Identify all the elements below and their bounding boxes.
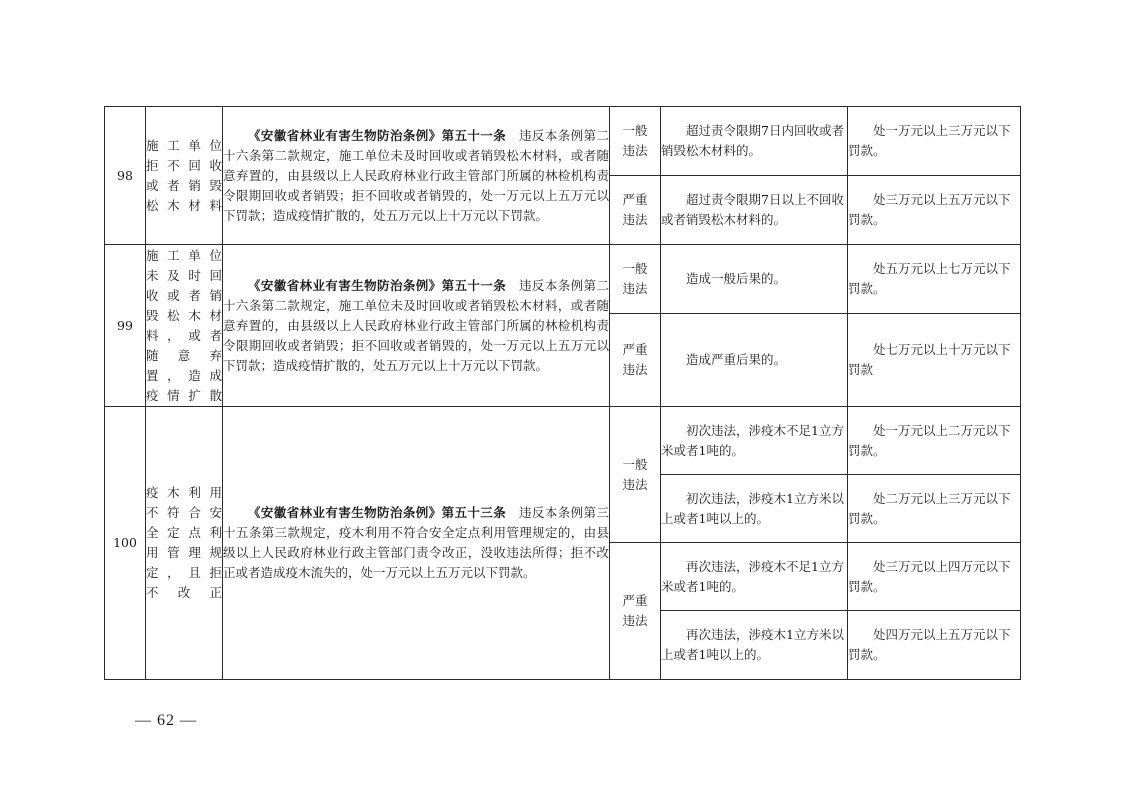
row-number: 100 bbox=[105, 407, 146, 680]
row-number: 99 bbox=[105, 245, 146, 407]
condition-text: 造成一般后果的。 bbox=[686, 271, 787, 286]
provision-text: 违反本条例第三十五条第三款规定，疫木利用不符合安全定点利用管理规定的，由县级以上人民政府林业行政主管部门责令改正，没收违法所得；拒不改正或者造成疫木流失的，处一万元以上五万元以下罚款。 bbox=[223, 505, 609, 580]
condition-text: 造成严重后果的。 bbox=[686, 352, 787, 367]
legal-provision bbox=[223, 276, 609, 376]
violation-name-cell bbox=[146, 245, 223, 407]
legal-provision-cell bbox=[223, 245, 610, 407]
violation-name-line: 用管理规 bbox=[146, 545, 222, 560]
law-citation: 《安徽省林业有害生物防治条例》第五十一条 bbox=[248, 277, 507, 293]
condition-cell bbox=[661, 475, 848, 543]
violation-name-line: 置，造成 bbox=[146, 367, 222, 383]
table-row bbox=[105, 107, 1021, 176]
violation-level-cell bbox=[610, 407, 661, 543]
violation-level-line: 违法 bbox=[622, 613, 648, 628]
table-row bbox=[105, 245, 1021, 314]
violation-name-line: 毁松木材 bbox=[146, 307, 222, 323]
condition-text: 再次违法，涉疫木1立方米以上或者1吨以上的。 bbox=[661, 627, 844, 662]
violation-name-line: 拒不回收 bbox=[146, 157, 222, 173]
violation-level-cell bbox=[610, 107, 661, 176]
violation-level-line: 严重 bbox=[622, 192, 648, 207]
violation-level-line: 严重 bbox=[622, 342, 648, 357]
condition-cell bbox=[661, 107, 848, 176]
penalty-cell bbox=[848, 543, 1021, 611]
legal-provision bbox=[223, 503, 609, 583]
violation-level-line: 违法 bbox=[622, 212, 648, 227]
violation-name-line: 疫木利用 bbox=[146, 485, 222, 500]
condition-cell bbox=[661, 176, 848, 245]
condition-cell bbox=[661, 245, 848, 314]
violation-name-line: 施工单位 bbox=[146, 137, 222, 153]
condition-text: 超过责令限期7日以上不回收或者销毁松木材料的。 bbox=[661, 192, 844, 227]
condition-cell bbox=[661, 407, 848, 475]
provision-text: 违反本条例第二十六条第二款规定，施工单位未及时回收或者销毁松木材料，或者随意弃置的，由县级以上人民政府林业行政主管部门所属的林检机构责令限期回收或者销毁；拒不回收或者销毁的，处一万元以上五万元以下罚款；造成疫情扩散的，处五万元以上十万元以下罚款。 bbox=[223, 127, 609, 223]
violation-level-cell bbox=[610, 245, 661, 314]
penalty-cell bbox=[848, 475, 1021, 543]
penalty-text: 处一万元以上三万元以下罚款。 bbox=[848, 123, 1011, 158]
provision-text: 违反本条例第二十六条第二款规定，施工单位未及时回收或者销毁松木材料，或者随意弃置的，由县级以上人民政府林业行政主管部门所属的林检机构责令限期回收或者销毁；拒不回收或者销毁的，处一万元以上五万元以下罚款；造成疫情扩散的，处五万元以上十万元以下罚款。 bbox=[223, 277, 609, 373]
violation-level-line: 严重 bbox=[622, 593, 648, 608]
violation-name-line: 随意弃 bbox=[146, 347, 222, 363]
table-row bbox=[105, 407, 1021, 475]
regulation-table-body bbox=[105, 107, 1021, 680]
penalty-cell bbox=[848, 107, 1021, 176]
penalty-text: 处三万元以上五万元以下罚款。 bbox=[848, 192, 1011, 227]
violation-name-line: 或者销毁 bbox=[146, 177, 222, 193]
penalty-cell bbox=[848, 314, 1021, 407]
penalty-text: 处五万元以上七万元以下罚款。 bbox=[848, 261, 1011, 296]
condition-cell bbox=[661, 543, 848, 611]
violation-name-line: 收或者销 bbox=[146, 287, 222, 303]
condition-text: 超过责令限期7日内回收或者销毁松木材料的。 bbox=[661, 123, 844, 158]
violation-level-line: 违法 bbox=[622, 476, 648, 492]
condition-cell bbox=[661, 611, 848, 680]
penalty-text: 处一万元以上二万元以下罚款。 bbox=[848, 422, 1011, 458]
legal-provision-cell bbox=[223, 407, 610, 680]
violation-name-line: 定，且拒 bbox=[146, 565, 222, 580]
penalty-cell bbox=[848, 611, 1021, 680]
violation-name-line: 料，或者 bbox=[146, 327, 222, 343]
penalty-text: 处四万元以上五万元以下罚款。 bbox=[848, 627, 1011, 662]
violation-level-line: 违法 bbox=[622, 281, 648, 296]
violation-name-line: 疫情扩散 bbox=[146, 387, 222, 403]
violation-level-line: 一般 bbox=[622, 123, 648, 138]
penalty-cell bbox=[848, 407, 1021, 475]
violation-name-line: 松木材料 bbox=[146, 197, 222, 213]
condition-text: 初次违法，涉疫木不足1立方米或者1吨的。 bbox=[661, 422, 844, 458]
violation-name-line: 全定点利 bbox=[146, 525, 222, 540]
row-number: 98 bbox=[105, 107, 146, 245]
violation-name-line: 施工单位 bbox=[146, 247, 222, 263]
violation-level-line: 一般 bbox=[622, 261, 648, 276]
page-number: — 62 — bbox=[135, 712, 197, 729]
violation-name-line: 不改正 bbox=[146, 585, 222, 600]
penalty-cell bbox=[848, 245, 1021, 314]
penalty-text: 处七万元以上十万元以下罚款 bbox=[848, 342, 1011, 377]
violation-level-cell bbox=[610, 176, 661, 245]
legal-provision-cell bbox=[223, 107, 610, 245]
violation-level-cell bbox=[610, 543, 661, 680]
penalty-cell bbox=[848, 176, 1021, 245]
condition-cell bbox=[661, 314, 848, 407]
violation-level-line: 违法 bbox=[622, 362, 648, 377]
violation-name-cell bbox=[146, 407, 223, 680]
penalty-text: 处二万元以上三万元以下罚款。 bbox=[848, 490, 1011, 526]
law-citation: 《安徽省林业有害生物防治条例》第五十一条 bbox=[248, 127, 507, 143]
violation-name-cell bbox=[146, 107, 223, 245]
violation-level-line: 一般 bbox=[622, 456, 648, 472]
penalty-text: 处三万元以上四万元以下罚款。 bbox=[848, 558, 1011, 594]
condition-text: 再次违法，涉疫木不足1立方米或者1吨的。 bbox=[661, 558, 844, 594]
violation-level-cell bbox=[610, 314, 661, 407]
legal-provision bbox=[223, 126, 609, 226]
violation-name-line: 未及时回 bbox=[146, 267, 222, 283]
condition-text: 初次违法，涉疫木1立方米以上或者1吨以上的。 bbox=[661, 490, 844, 526]
regulation-table bbox=[104, 106, 1021, 680]
violation-level-line: 违法 bbox=[622, 143, 648, 158]
violation-name-line: 不符合安 bbox=[146, 505, 222, 520]
law-citation: 《安徽省林业有害生物防治条例》第五十三条 bbox=[248, 505, 507, 520]
